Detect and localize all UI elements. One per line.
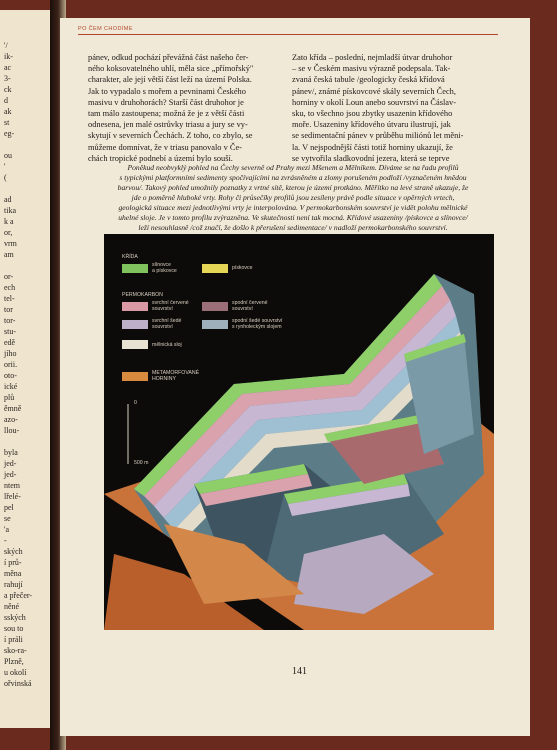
previous-page-fragment: 3-	[4, 74, 11, 83]
previous-page-fragment: ik-	[4, 52, 13, 61]
previous-page-fragment: azo-	[4, 415, 18, 424]
legend-svrchni-sede: svrchní šedé souvrství	[152, 318, 182, 330]
running-head: PO ČEM CHODÍME	[78, 26, 133, 32]
previous-page-fragment: byla	[4, 448, 18, 457]
previous-page-fragment: vrm	[4, 239, 17, 248]
previous-page-fragment: sko-ra-	[4, 646, 27, 655]
legend-piskovce: pískovce	[232, 265, 253, 271]
legend-melnicka: mělnická sloj	[152, 342, 182, 348]
previous-page-fragment: sských	[4, 613, 26, 622]
previous-page-fragment: -	[4, 536, 7, 545]
left-paragraph: pánev, odkud pochází převážná část našeho čer- ného koksovatelného uhlí, měla sice „přímořský" charakter, ale její větší část leží na území Polska. Jak to vypadalo s mořem a pevninami Českého masivu v druhohorách? Starší část druhohor je tam málo zastoupena; možná že je z větší části odnesena, jen malé ostrůvky triasu a jury se vy- skytují v severních Čechách. Z toho, co zbylo, se můžeme domnívat, že v triasu panovalo v Če- chách tropické podnebí a území bylo souší.	[88, 53, 254, 163]
previous-page-fragment: í prů-	[4, 558, 22, 567]
previous-page-fragment: ad	[4, 195, 12, 204]
book-page	[60, 18, 530, 736]
previous-page-fragment: sou to	[4, 624, 24, 633]
previous-page-fragment: (	[4, 173, 7, 182]
previous-page-fragment: eg-	[4, 129, 15, 138]
page-number: 141	[292, 666, 307, 677]
previous-page-fragment: llou-	[4, 426, 20, 435]
legend-slinovce: slínovce a pískovce	[152, 262, 177, 274]
right-text-column	[292, 52, 492, 164]
previous-page-fragment: tor	[4, 305, 13, 314]
previous-page-fragment: ěmně	[4, 404, 22, 413]
previous-page-fragment: or-	[4, 272, 14, 281]
legend-svrchni-cervene: svrchní červené souvrství	[152, 300, 189, 312]
previous-page-fragment: rahují	[4, 580, 23, 589]
previous-page-fragment: jího	[4, 349, 17, 358]
previous-page-fragment: '/	[4, 41, 8, 50]
previous-page-fragment: am	[4, 250, 14, 259]
previous-page-fragment: ické	[4, 382, 18, 391]
previous-page-fragment: stu-	[4, 327, 16, 336]
legend-metamorfovane: METAMORFOVANÉ HORNINY	[152, 370, 200, 382]
previous-page-fragment: se	[4, 514, 11, 523]
previous-page-fragment: a přečer-	[4, 591, 33, 600]
left-text-column	[88, 52, 284, 164]
previous-page-fragment: Plzně,	[4, 657, 24, 666]
previous-page-fragment: '	[4, 162, 6, 171]
previous-page-fragment: ck	[4, 85, 12, 94]
previous-page-fragment: pel	[4, 503, 14, 512]
legend-kridа: KŘÍDA	[122, 254, 138, 260]
previous-page-fragment: orii.	[4, 360, 18, 369]
previous-page-fragment: ech	[4, 283, 16, 292]
figure-caption: Poněkud neobvyklý pohled na Čechy severně od Prahy mezi Mšenem a Mělníkem. Dívámе se na řadu profilů s typickými platformními sedimenty spočívajícími na zvrásněném a zlomy porušeném podloží /vyznačeném hnědou barvou/. Takový pohled umožnily poznatky z vrtné sítě, kterou je území protkáno. Měřítko na levé straně ukazuje, že jde o poměrně hluboké vrty. Rohy či průsečíky profilů jsou zesíleny právě podle situace v opěrných vrtech, geologická situace mezi jednotlivými vrty je interpolována. V permokarbonském souvrství je vidět polohu mělnické uhelné sloje. Je v tomto profilu zvýrazněna. Ve skutečnosti není tak mocná. Křídové usazeniny /pískovce a slínovce/ leží nesouhlasně /což značí, že došlo k přerušení sedimentace/ v nadloží permokarbonského souvrství.	[117, 163, 469, 232]
legend-permokarbon: PERMOKARBON	[122, 292, 163, 298]
previous-page-fragment: ak	[4, 107, 12, 116]
scale-500: 500 m	[134, 460, 149, 466]
previous-page-fragment: jed-	[4, 470, 17, 479]
previous-page-fragment: edě	[4, 338, 16, 347]
legend-spodni-sede: spodní šedé souvrství s rynholeckým slojem	[232, 318, 283, 330]
previous-page-fragment: tika	[4, 206, 16, 215]
previous-page-fragment: ořvinská	[4, 679, 32, 688]
previous-page-edge	[0, 10, 52, 728]
previous-page-fragment: oto-	[4, 371, 17, 380]
previous-page-fragment: měna	[4, 569, 22, 578]
geological-illustration	[104, 234, 494, 630]
previous-page-fragment: ntem	[4, 481, 20, 490]
right-paragraph: Zato křída – poslední, nejmladší útvar druhohor – se v Českém masivu výrazně podepsala. Tak- zvaná česká tabule /geologicky česká křídová pánev/, známé pískovcové skály severních Čech, horniny v okolí Loun anebo souvrství na Čáslav- sku, to všechno jsou zbytky usazenin křídového moře. Usazeniny křídového útvaru ilustrují, jak se sedimentační pánev v průběhu miliónů let měni- la. V nejspodnější části totiž horniny ukazují, že se vytvořila sladkovodní jezera, která se teprve	[292, 53, 464, 163]
previous-page-fragment: st	[4, 118, 10, 127]
previous-page-fragment: 'a	[4, 525, 9, 534]
previous-page-fragment: něné	[4, 602, 20, 611]
previous-page-fragment: u okolí	[4, 668, 27, 677]
previous-page-fragment: plů	[4, 393, 15, 402]
previous-page-fragment: or,	[4, 228, 13, 237]
scale-zero: 0	[134, 400, 137, 406]
previous-page-fragment: ských	[4, 547, 23, 556]
legend-spodni-cervene: spodní červené souvrství	[232, 300, 268, 312]
previous-page-fragment: d	[4, 96, 8, 105]
previous-page-fragment: jed-	[4, 459, 17, 468]
previous-page-fragment: lřelé-	[4, 492, 21, 501]
header-rule	[78, 34, 498, 35]
previous-page-fragment: í práli	[4, 635, 23, 644]
previous-page-fragment: tor-	[4, 316, 16, 325]
previous-page-fragment: k a	[4, 217, 14, 226]
previous-page-fragment: ac	[4, 63, 12, 72]
previous-page-fragment: tel-	[4, 294, 15, 303]
previous-page-fragment: ou	[4, 151, 12, 160]
